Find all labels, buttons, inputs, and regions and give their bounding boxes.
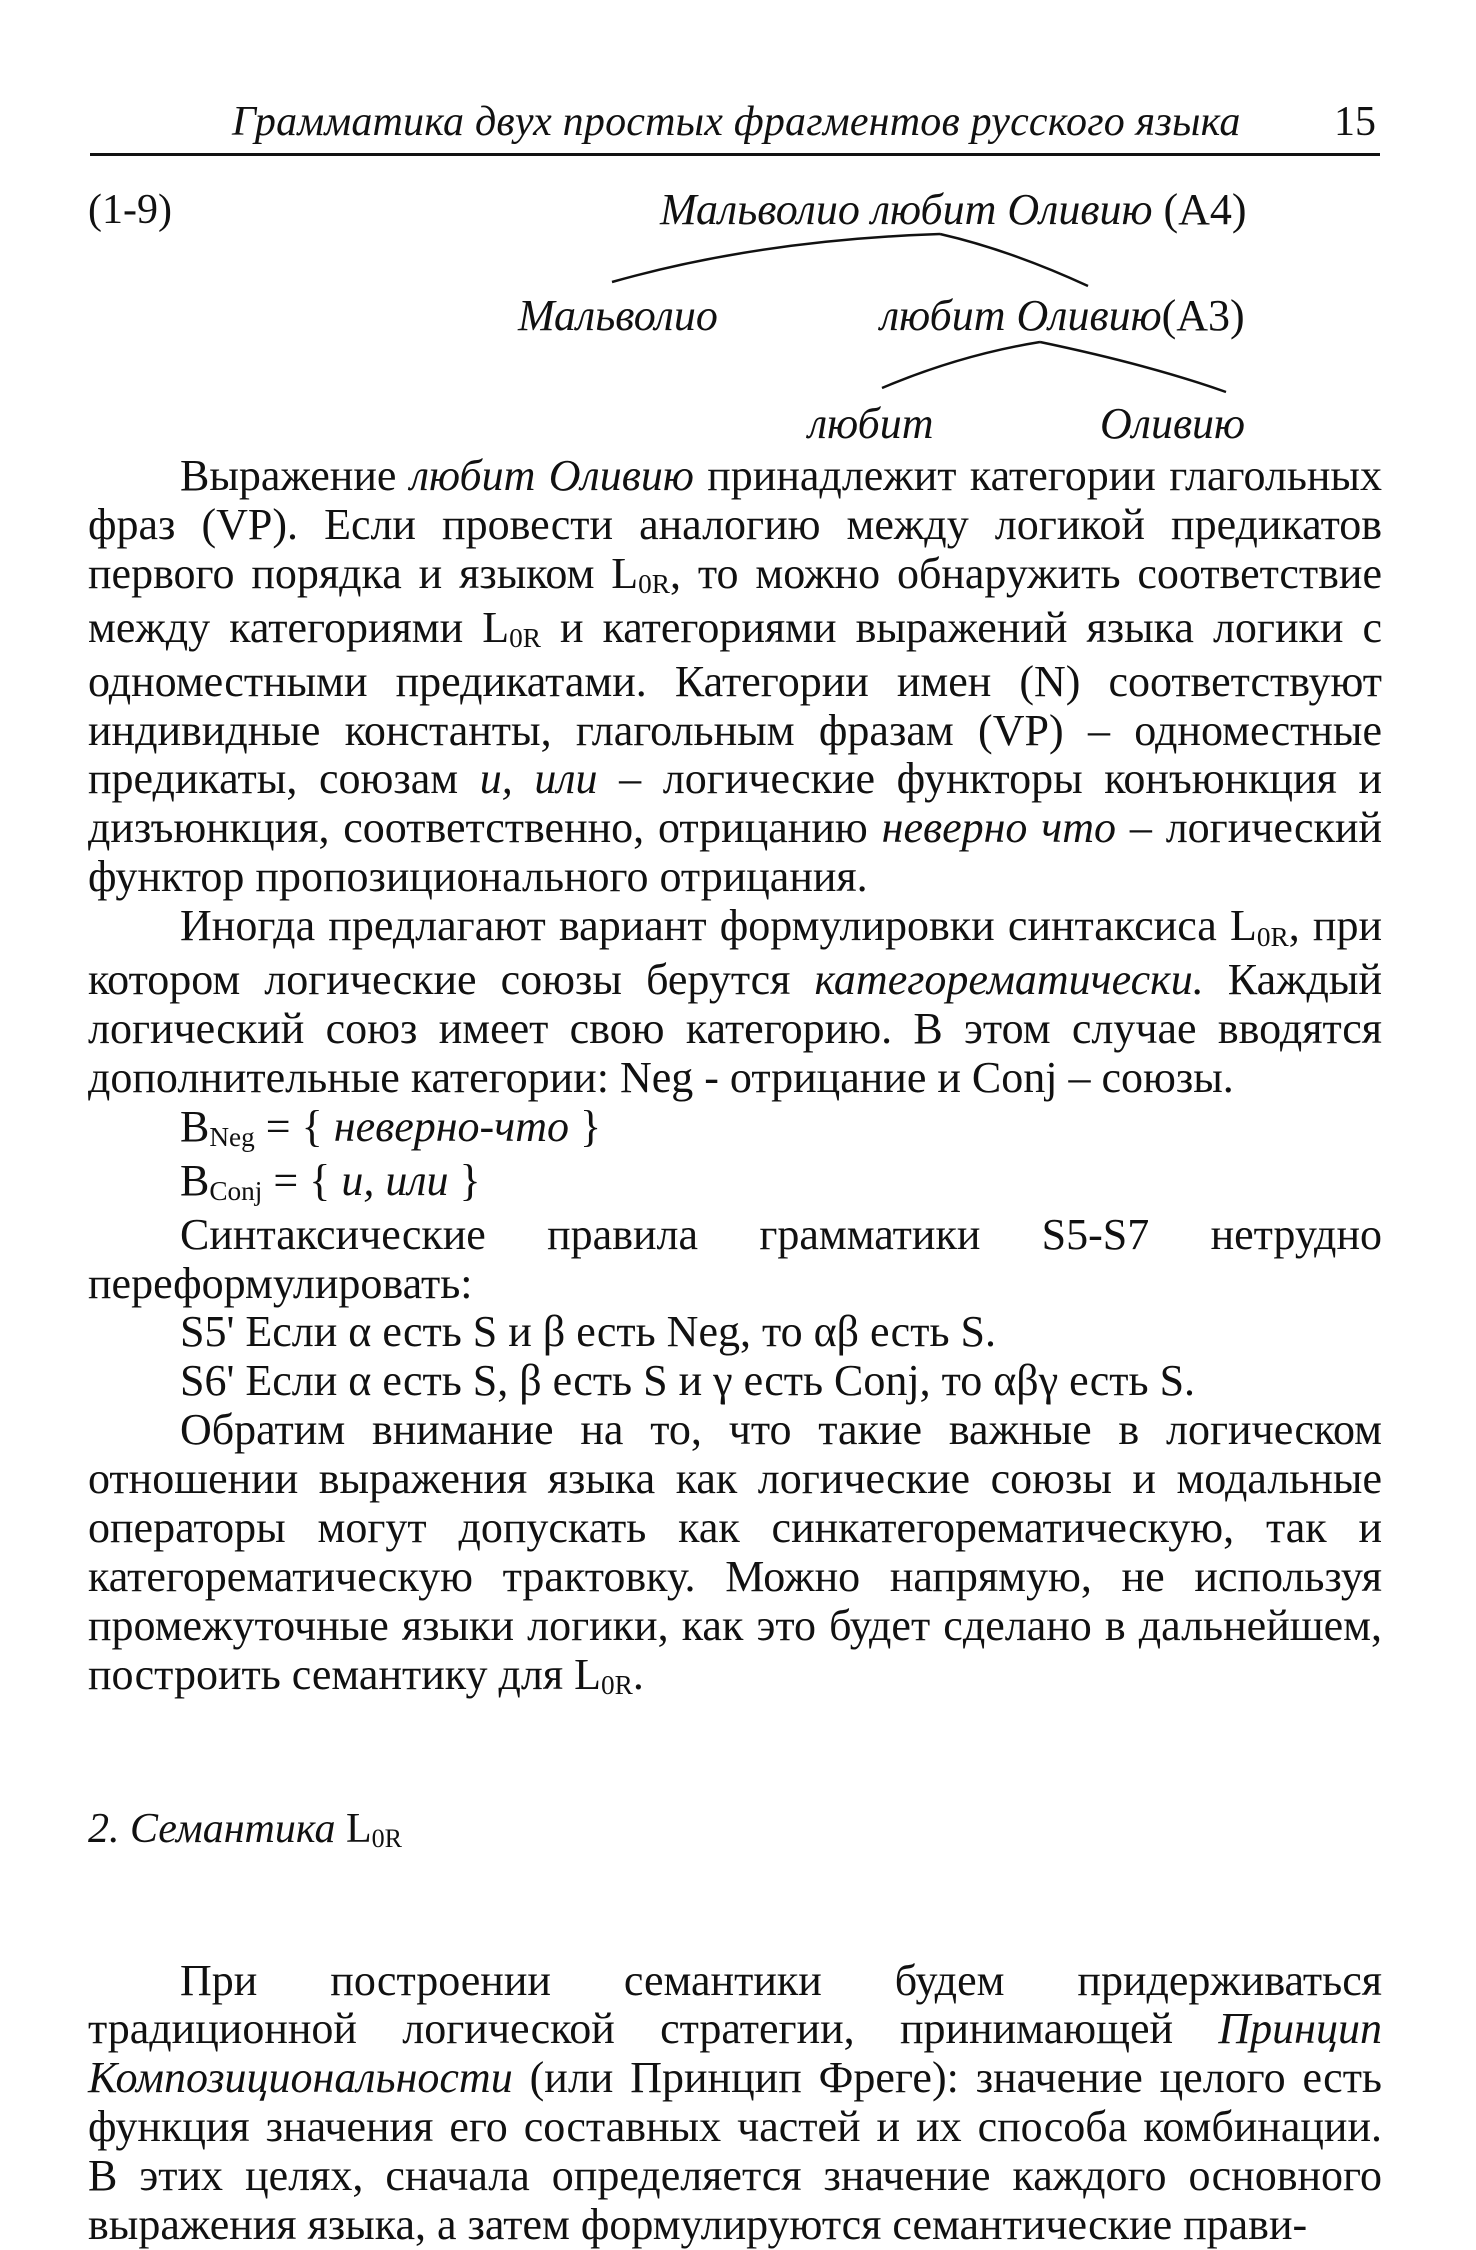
- subscript: Neg: [209, 1122, 255, 1153]
- text-run: , то можно обнаружить соответствие между категориями L: [88, 548, 1382, 652]
- text-run: При построении семантики будем придерживаться традиционной логической стратегии, принимающей: [88, 1955, 1382, 2054]
- text-run: – логические функторы конъюнкция и дизъюнкция, соответственно, отрицанию: [88, 754, 1382, 853]
- running-header: Грамматика двух простых фрагментов русского языка: [232, 99, 1241, 145]
- tree-node-verb: [808, 398, 934, 449]
- subscript: 0R: [371, 1823, 403, 1853]
- paragraph-5: [88, 1957, 1382, 2250]
- text-run: Выражение: [180, 451, 410, 500]
- subscript: 0R: [1256, 921, 1289, 952]
- text-run: Обратим внимание на то, что такие важные в логическом отношении выражения языка как логические союзы и модальные операторы могут допускать как синкатегорематическую, так и категорематическую трактовку. Можно напрямую, не используя промежуточные языки логики, как это будет сделано в дальнейшем, построить семантику для L: [88, 1405, 1382, 1699]
- paragraph-4: [88, 1406, 1382, 1704]
- tree-root-tag: (A4): [1163, 185, 1247, 234]
- paragraph-1: [88, 452, 1382, 902]
- text-run: B: [180, 1101, 210, 1151]
- text-run-italic: неверно что: [881, 803, 1117, 853]
- text-run: принадлежит категории глагольных фраз (VP). Если провести аналогию между логикой предикатов первого порядка и языком L: [88, 451, 1382, 598]
- subscript: 0R: [600, 1670, 633, 1701]
- text-run: = {: [262, 1155, 342, 1205]
- tree-verb-text: любит: [808, 399, 934, 448]
- text-run-italic: Принцип Композициональности: [88, 2004, 1382, 2103]
- tree-root-text: Мальволио любит Оливию: [660, 185, 1153, 234]
- text-run: B: [180, 1155, 210, 1205]
- text-run-italic: категорематически.: [814, 955, 1204, 1005]
- rule-s6: S6' Если α есть S, β есть S и γ есть Conj, то αβγ есть S.: [180, 1356, 1196, 1406]
- text-run: Иногда предлагают вариант формулировки синтаксиса L: [180, 901, 1257, 951]
- tree-root: [660, 184, 1247, 235]
- text-run-italic: неверно-что: [333, 1101, 569, 1151]
- branch-vp-left: [882, 342, 1040, 388]
- branch-root-right: [940, 234, 1088, 286]
- tree-node-object: [1100, 398, 1245, 449]
- paragraph-3: Синтаксические правила грамматики S5-S7 нетрудно переформулировать:: [88, 1209, 1382, 1308]
- text-run: = {: [254, 1101, 334, 1151]
- text-run: }: [448, 1155, 481, 1205]
- page-number: 15: [1334, 99, 1376, 145]
- tree-node-vp: [880, 290, 1245, 341]
- example-label: (1-9): [88, 187, 172, 233]
- definition-conj: [88, 1157, 1382, 1211]
- text-run: Каждый логический союз имеет свою категорию. В этом случае вводятся дополнительные категории: Neg - отрицание и Conj – союзы.: [88, 955, 1382, 1102]
- rule-s5: S5' Если α есть S и β есть Neg, то αβ есть S.: [180, 1307, 996, 1357]
- section-title: 2. Семантика: [88, 1805, 336, 1852]
- paragraph-2: [88, 902, 1382, 1103]
- text-run: (или Принцип Фреге): значение целого есть функция значения его составных частей и их способа комбинации. В этих целях, сначала определяется значение каждого основного выражения языка, а затем формулируются семантические прави-: [88, 2053, 1382, 2250]
- definition-neg: [88, 1103, 1382, 1157]
- tree-object-text: Оливию: [1100, 399, 1246, 448]
- tree-vp-text: любит Оливию: [880, 291, 1162, 340]
- text-run: , при котором логические союзы берутся: [88, 901, 1383, 1005]
- text-run: L: [335, 1805, 372, 1852]
- tree-np-text: Мальволио: [518, 291, 718, 340]
- branch-root-left: [612, 234, 940, 282]
- subscript: 0R: [509, 623, 541, 654]
- subscript: Conj: [209, 1176, 263, 1207]
- subscript: 0R: [638, 569, 670, 600]
- tree-vp-tag: (A3): [1161, 291, 1245, 340]
- text-run: .: [632, 1649, 644, 1699]
- text-run: – логический функтор пропозиционального отрицания.: [88, 803, 1382, 902]
- text-run: }: [568, 1101, 602, 1151]
- text-run-italic: любит Оливию: [409, 451, 694, 500]
- section-heading: [88, 1805, 1382, 1859]
- text-run-italic: и, или: [479, 754, 598, 804]
- text-run: и категориями выражений языка логики с одноместными предикатами. Категории имен (N) соответствуют индивидные константы, глагольным фразам (VP) – одноместные предикаты, союзам: [88, 602, 1382, 804]
- tree-node-np: [518, 290, 718, 341]
- text-run-italic: и, или: [341, 1155, 449, 1205]
- branch-vp-right: [1040, 342, 1226, 392]
- body-text: [88, 452, 1382, 2250]
